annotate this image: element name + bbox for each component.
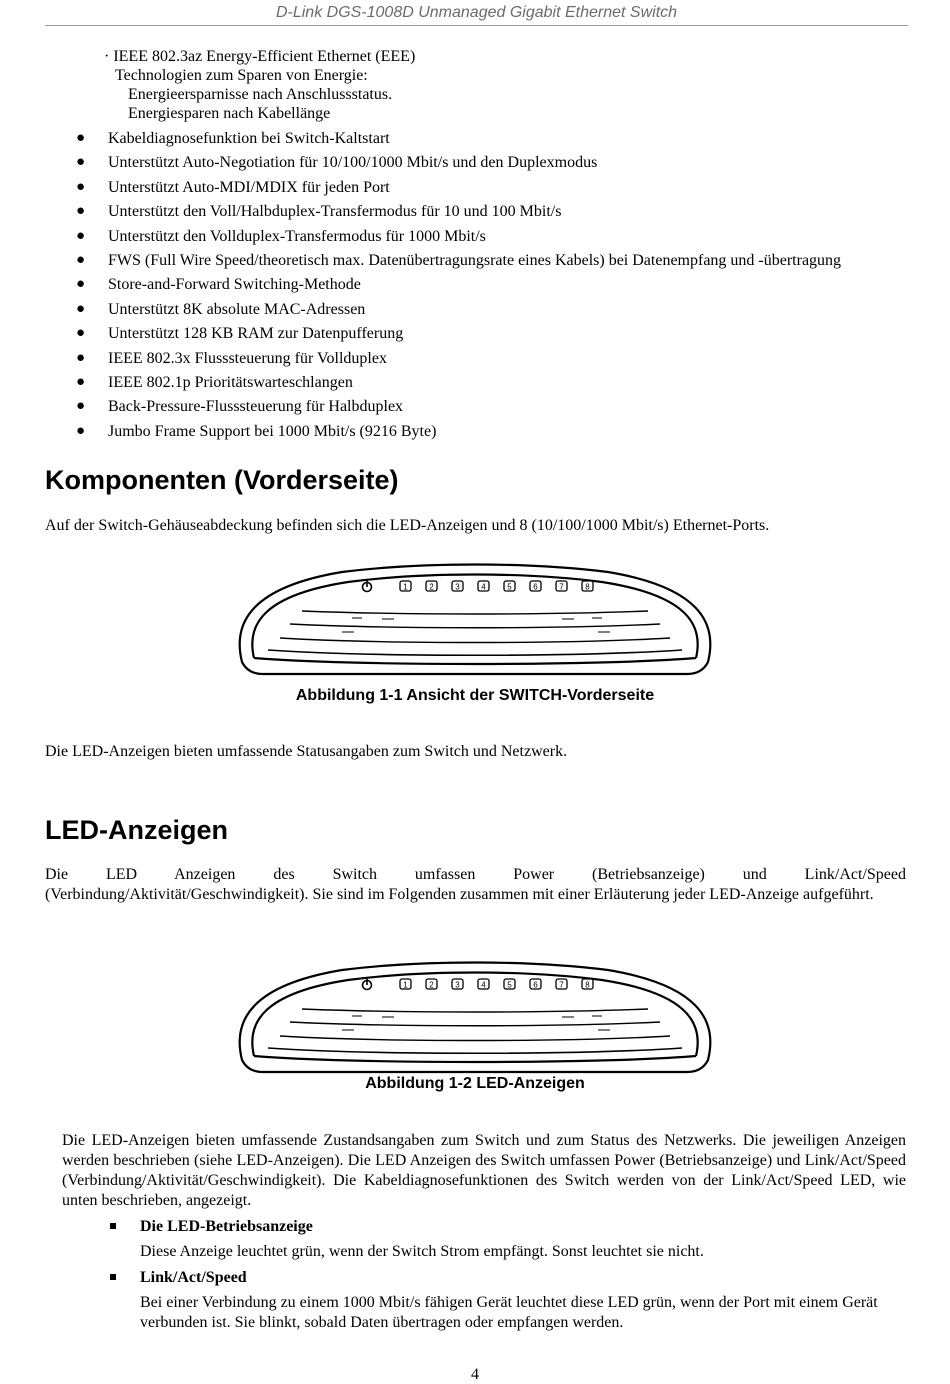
svg-text:6: 6 [533, 980, 538, 990]
list-item: ● Unterstützt 8K absolute MAC-Adressen [76, 300, 366, 318]
eee-line-4: Energiesparen nach Kabellänge [128, 105, 331, 122]
components-intro: Auf der Switch-Gehäuseabdeckung befinden sich die LED-Anzeigen und 8 (10/100/1000 Mbit/s) Ethernet-Ports. [45, 517, 770, 534]
svg-text:3: 3 [455, 980, 460, 990]
leds-intro-line1: Die LED Anzeigen des Switch umfassen Power (Betriebsanzeige) und Link/Act/Speed [45, 866, 906, 883]
port-led-2 [426, 581, 437, 592]
bullet-icon: ● [76, 325, 86, 342]
port-led-8 [582, 979, 593, 990]
led-panel-figure [232, 960, 718, 1078]
led-description: Diese Anzeige leuchtet grün, wenn der Switch Strom empfängt. Sonst leuchtet sie nicht. [140, 1243, 704, 1260]
led-description: Bei einer Verbindung zu einem 1000 Mbit/s fähigen Gerät leuchtet diese LED grün, wenn der Port mit einem Gerät verbunden ist. Sie blinkt, sobald Daten übertragen oder empfangen werden. [140, 1294, 878, 1331]
svg-text:8: 8 [585, 582, 590, 592]
svg-text:2: 2 [429, 980, 434, 990]
svg-text:1: 1 [403, 980, 408, 990]
list-item: ● Store-and-Forward Switching-Methode [76, 276, 361, 294]
square-bullet-icon [110, 1223, 116, 1229]
switch-front-figure [232, 562, 718, 680]
list-item: ● IEEE 802.1p Prioritätswarteschlangen [76, 373, 353, 391]
page-number: 4 [471, 1366, 479, 1383]
bullet-icon: ● [76, 276, 86, 293]
bullet-icon: ● [76, 251, 86, 268]
figure-caption-2: Abbildung 1-2 LED-Anzeigen [365, 1075, 585, 1092]
port-led-1 [400, 979, 411, 990]
port-led-3 [452, 581, 463, 592]
svg-text:1: 1 [403, 582, 408, 592]
bullet-icon: ● [76, 203, 86, 220]
port-led-6 [530, 979, 541, 990]
port-led-2 [426, 979, 437, 990]
svg-text:6: 6 [533, 582, 538, 592]
led-definition-list [108, 1217, 908, 1339]
port-led-8 [582, 581, 593, 592]
list-item: ● Jumbo Frame Support bei 1000 Mbit/s (9216 Byte) [76, 422, 437, 440]
eee-feature-item [104, 47, 415, 123]
bullet-icon: ● [76, 300, 86, 317]
bullet-icon: ● [76, 154, 86, 171]
list-item: ● IEEE 802.3x Flusssteuerung für Vollduplex [76, 349, 387, 367]
bullet-icon: ● [76, 422, 86, 439]
bullet-icon: ● [76, 178, 86, 195]
svg-text:8: 8 [585, 980, 590, 990]
square-bullet-icon [110, 1274, 116, 1280]
svg-text:7: 7 [559, 582, 564, 592]
leds-intro-rest: (Verbindung/Aktivität/Geschwindigkeit). Sie sind im Folgenden zusammen mit einer Erläuterung jeder LED-Anzeige aufgeführt. [45, 886, 874, 903]
port-led-group [400, 979, 593, 990]
leds-description: Die LED-Anzeigen bieten umfassende Zustandsangaben zum Switch und zum Status des Netzwerks. Die jeweiligen Anzeigen werden beschrieben (siehe LED-Anzeigen). Die LED Anzeigen des Switch umfassen Power (Betriebsanzeige) und Link/Act/Speed (Verbindung/Aktivität/Geschwindigkeit). Die Kabeldiagnosefunktionen des Switch werden von der Link/Act/Speed LED, wie unten beschrieben, angezeigt. [62, 1132, 906, 1209]
list-item: ● Unterstützt Auto-Negotiation für 10/100/1000 Mbit/s und den Duplexmodus [76, 154, 598, 172]
bullet-icon: ● [76, 227, 86, 244]
list-item: ● Unterstützt Auto-MDI/MDIX für jeden Port [76, 178, 390, 196]
port-led-7 [556, 979, 567, 990]
bullet-icon: ● [76, 398, 86, 415]
svg-text:5: 5 [507, 582, 512, 592]
eee-line-3: Energieersparnisse nach Anschlussstatus. [128, 86, 393, 103]
list-item: ● FWS (Full Wire Speed/theoretisch max. Datenübertragungsrate eines Kabels) bei Datenempfang und -übertragung [76, 251, 842, 269]
bullet-icon: ● [76, 349, 86, 366]
svg-text:4: 4 [481, 582, 486, 592]
power-led-icon [363, 580, 372, 592]
eee-line-2: Technologien zum Sparen von Energie: [115, 67, 368, 84]
bullet-icon: ● [76, 130, 86, 146]
port-led-1 [400, 581, 411, 592]
eee-line-1: · IEEE 802.3az Energy-Efficient Ethernet (EEE) [104, 48, 416, 65]
list-item: ● Unterstützt den Vollduplex-Transfermodus für 1000 Mbit/s [76, 227, 486, 245]
list-item [108, 1217, 908, 1262]
svg-text:4: 4 [481, 980, 486, 990]
port-led-group [400, 581, 593, 592]
led-title: Link/Act/Speed [140, 1269, 247, 1286]
list-item: ● Back-Pressure-Flusssteuerung für Halbduplex [76, 398, 404, 416]
port-led-7 [556, 581, 567, 592]
running-header: D-Link DGS-1008D Unmanaged Gigabit Ethernet Switch [45, 2, 908, 26]
port-led-4 [478, 979, 489, 990]
power-led-icon [363, 978, 372, 990]
svg-text:2: 2 [429, 582, 434, 592]
port-led-3 [452, 979, 463, 990]
port-led-5 [504, 979, 515, 990]
section-heading-components: Komponenten (Vorderseite) [45, 465, 399, 495]
svg-text:3: 3 [455, 582, 460, 592]
list-item [108, 1268, 908, 1333]
list-item: ● Unterstützt den Voll/Halbduplex-Transfermodus für 10 und 100 Mbit/s [76, 203, 562, 221]
section-heading-leds: LED-Anzeigen [45, 815, 229, 845]
feature-list [0, 129, 900, 446]
svg-text:5: 5 [507, 980, 512, 990]
figure-caption-1: Abbildung 1-1 Ansicht der SWITCH-Vorderseite [295, 687, 655, 704]
port-led-4 [478, 581, 489, 592]
components-after-text: Die LED-Anzeigen bieten umfassende Statusangaben zum Switch und Netzwerk. [45, 743, 568, 760]
list-item: ● Kabeldiagnosefunktion bei Switch-Kaltstart [76, 130, 390, 147]
list-item: ● Unterstützt 128 KB RAM zur Datenpufferung [76, 325, 404, 343]
led-title: Die LED-Betriebsanzeige [140, 1218, 313, 1235]
port-led-6 [530, 581, 541, 592]
svg-text:7: 7 [559, 980, 564, 990]
bullet-icon: ● [76, 373, 86, 390]
port-led-5 [504, 581, 515, 592]
